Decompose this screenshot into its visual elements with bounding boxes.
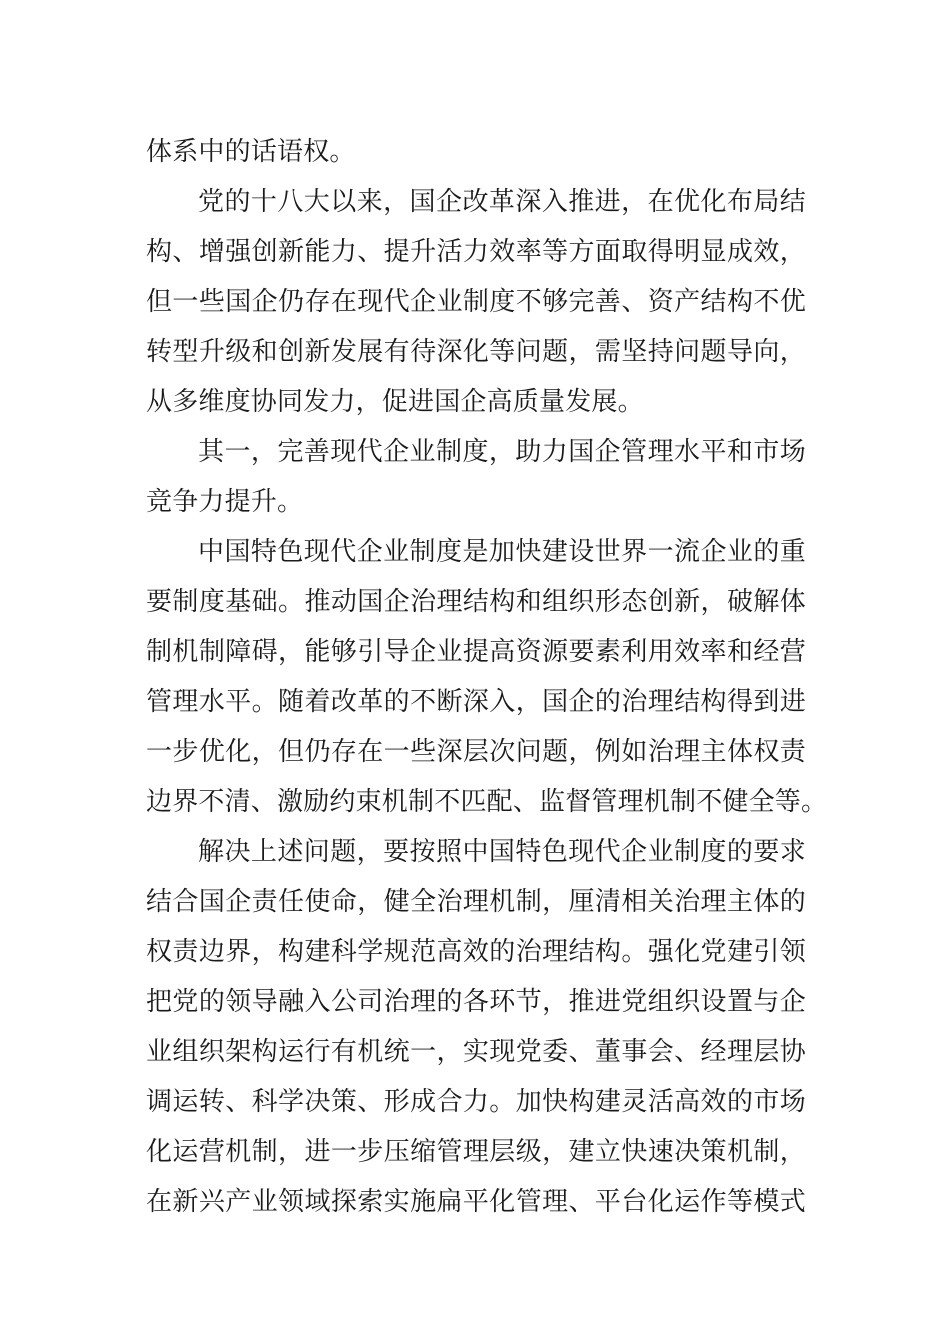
paragraph-first-line: 解决上述问题，要按照中国特色现代企业制度的要求: [198, 837, 806, 867]
text-line: 管理水平。随着改革的不断深入，国企的治理结构得到进: [146, 687, 806, 717]
text-line: 调运转、科学决策、形成合力。加快构建灵活高效的市场: [146, 1087, 806, 1117]
text-line: 一步优化，但仍存在一些深层次问题，例如治理主体权责: [146, 737, 806, 767]
text-line: 构、增强创新能力、提升活力效率等方面取得明显成效，: [146, 237, 806, 267]
text-line: 在新兴产业领域探索实施扁平化管理、平台化运作等模式: [146, 1187, 806, 1217]
text-line: 把党的领导融入公司治理的各环节，推进党组织设置与企: [146, 987, 806, 1017]
text-line: 制机制障碍，能够引导企业提高资源要素利用效率和经营: [146, 637, 806, 667]
paragraph-first-line: 中国特色现代企业制度是加快建设世界一流企业的重: [198, 537, 806, 567]
text-line: 要制度基础。推动国企治理结构和组织形态创新，破解体: [146, 587, 806, 617]
text-line: 竞争力提升。: [146, 487, 304, 517]
text-line: 权责边界，构建科学规范高效的治理结构。强化党建引领: [146, 937, 806, 967]
text-line: 转型升级和创新发展有待深化等问题，需坚持问题导向，: [146, 337, 806, 367]
text-line: 但一些国企仍存在现代企业制度不够完善、资产结构不优: [146, 287, 806, 317]
text-line: 业组织架构运行有机统一，实现党委、董事会、经理层协: [146, 1037, 806, 1067]
text-line: 体系中的话语权。: [146, 137, 356, 167]
text-line: 边界不清、激励约束机制不匹配、监督管理机制不健全等。: [146, 787, 828, 817]
paragraph-first-line: 党的十八大以来，国企改革深入推进，在优化布局结: [198, 187, 806, 217]
text-line: 从多维度协同发力，促进国企高质量发展。: [146, 387, 644, 417]
text-line: 化运营机制，进一步压缩管理层级，建立快速决策机制，: [146, 1137, 806, 1167]
text-line: 结合国企责任使命，健全治理机制，厘清相关治理主体的: [146, 887, 806, 917]
paragraph-first-line: 其一，完善现代企业制度，助力国企管理水平和市场: [198, 437, 806, 467]
